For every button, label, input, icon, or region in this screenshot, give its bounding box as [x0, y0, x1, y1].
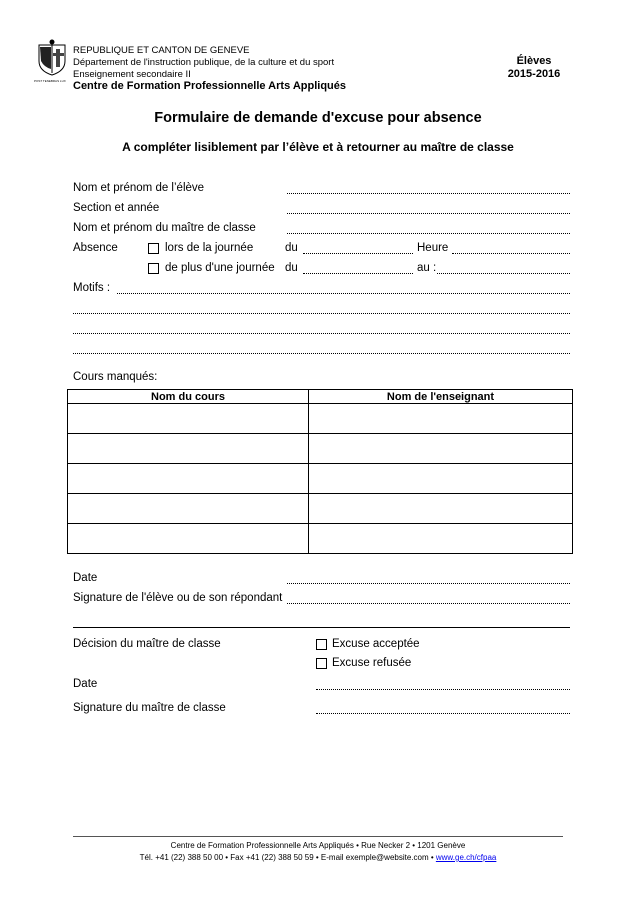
teacher-cell[interactable]: [309, 464, 573, 494]
header-republic: REPUBLIQUE ET CANTON DE GENEVE: [73, 45, 250, 56]
crest-motto: POST TENEBRAS LUX: [34, 79, 66, 83]
section-divider: [73, 627, 570, 628]
table-row: [68, 464, 573, 494]
teacher-signature-label: Signature du maître de classe: [73, 702, 226, 714]
course-name-cell[interactable]: [68, 464, 309, 494]
motifs-line-3[interactable]: [73, 323, 570, 334]
course-name-cell[interactable]: [68, 404, 309, 434]
multi-day-end-field[interactable]: [437, 263, 570, 274]
course-name-cell[interactable]: [68, 524, 309, 554]
decision-label: Décision du maître de classe: [73, 638, 221, 650]
absence-label: Absence: [73, 242, 118, 254]
courses-label: Cours manqués:: [73, 371, 158, 383]
multi-day-label: de plus d'une journée: [165, 262, 275, 274]
heure-field[interactable]: [452, 243, 570, 254]
au-label: au :: [417, 262, 437, 274]
form-title: Formulaire de demande d'excuse pour absence: [154, 110, 482, 126]
footer-contact-text: Tél. +41 (22) 388 50 00 • Fax +41 (22) 388 50 59 • E-mail exemple@website.com •: [139, 853, 436, 862]
student-signature-field[interactable]: [287, 593, 570, 604]
motifs-line-4[interactable]: [73, 343, 570, 354]
header-audience: Élèves: [516, 55, 552, 67]
table-row: [68, 494, 573, 524]
multi-day-checkbox[interactable]: [148, 263, 159, 274]
date-field[interactable]: [287, 573, 570, 584]
teacher-signature-field[interactable]: [316, 703, 570, 714]
table-row: [68, 434, 573, 464]
student-name-label: Nom et prénom de l’élève: [73, 182, 205, 194]
table-row: [68, 524, 573, 554]
excuse-accepted-checkbox[interactable]: [316, 639, 327, 650]
decision-date-field[interactable]: [316, 679, 570, 690]
student-name-field[interactable]: [287, 183, 570, 194]
course-name-cell[interactable]: [68, 434, 309, 464]
footer-contact: [0, 853, 636, 862]
multi-day-start-field[interactable]: [303, 263, 413, 274]
header-school-name: Centre de Formation Professionnelle Arts Appliqués: [73, 80, 347, 92]
header-school-year: 2015-2016: [507, 68, 561, 80]
single-day-label: lors de la journée: [165, 242, 254, 254]
teacher-header: Nom de l'enseignant: [309, 390, 573, 404]
excuse-accepted-label: Excuse acceptée: [332, 638, 420, 650]
course-name-cell[interactable]: [68, 494, 309, 524]
teacher-cell[interactable]: [309, 494, 573, 524]
footer-divider: [73, 836, 563, 837]
teacher-cell[interactable]: [309, 524, 573, 554]
footer-website-link[interactable]: www.ge.ch/cfpaa: [435, 853, 497, 862]
motifs-label: Motifs :: [73, 282, 111, 294]
single-day-du-label: du: [285, 242, 298, 254]
section-year-field[interactable]: [287, 203, 570, 214]
courses-table: [67, 389, 573, 554]
excuse-refused-label: Excuse refusée: [332, 657, 412, 669]
section-year-label: Section et année: [73, 202, 160, 214]
excuse-refused-checkbox[interactable]: [316, 658, 327, 669]
teacher-name-field[interactable]: [287, 223, 570, 234]
motifs-line-2[interactable]: [73, 303, 570, 314]
multi-day-du-label: du: [285, 262, 298, 274]
student-signature-label: Signature de l'élève ou de son répondant: [73, 592, 283, 604]
table-row: [68, 404, 573, 434]
motifs-line-1[interactable]: [117, 283, 570, 294]
heure-label: Heure: [417, 242, 449, 254]
teacher-cell[interactable]: [309, 434, 573, 464]
header-teaching-level: Enseignement secondaire II: [73, 69, 191, 80]
form-subtitle: A compléter lisiblement par l’élève et à retourner au maître de classe: [122, 140, 514, 154]
teacher-name-label: Nom et prénom du maître de classe: [73, 222, 256, 234]
date-label: Date: [73, 572, 98, 584]
geneva-crest-icon: [36, 39, 68, 79]
course-name-header: Nom du cours: [68, 390, 309, 404]
single-day-checkbox[interactable]: [148, 243, 159, 254]
decision-date-label: Date: [73, 678, 98, 690]
header-department: Département de l'instruction publique, de la culture et du sport: [73, 57, 335, 68]
footer-address: Centre de Formation Professionnelle Arts Appliqués • Rue Necker 2 • 1201 Genève: [170, 841, 466, 850]
single-day-date-field[interactable]: [303, 243, 413, 254]
teacher-cell[interactable]: [309, 404, 573, 434]
